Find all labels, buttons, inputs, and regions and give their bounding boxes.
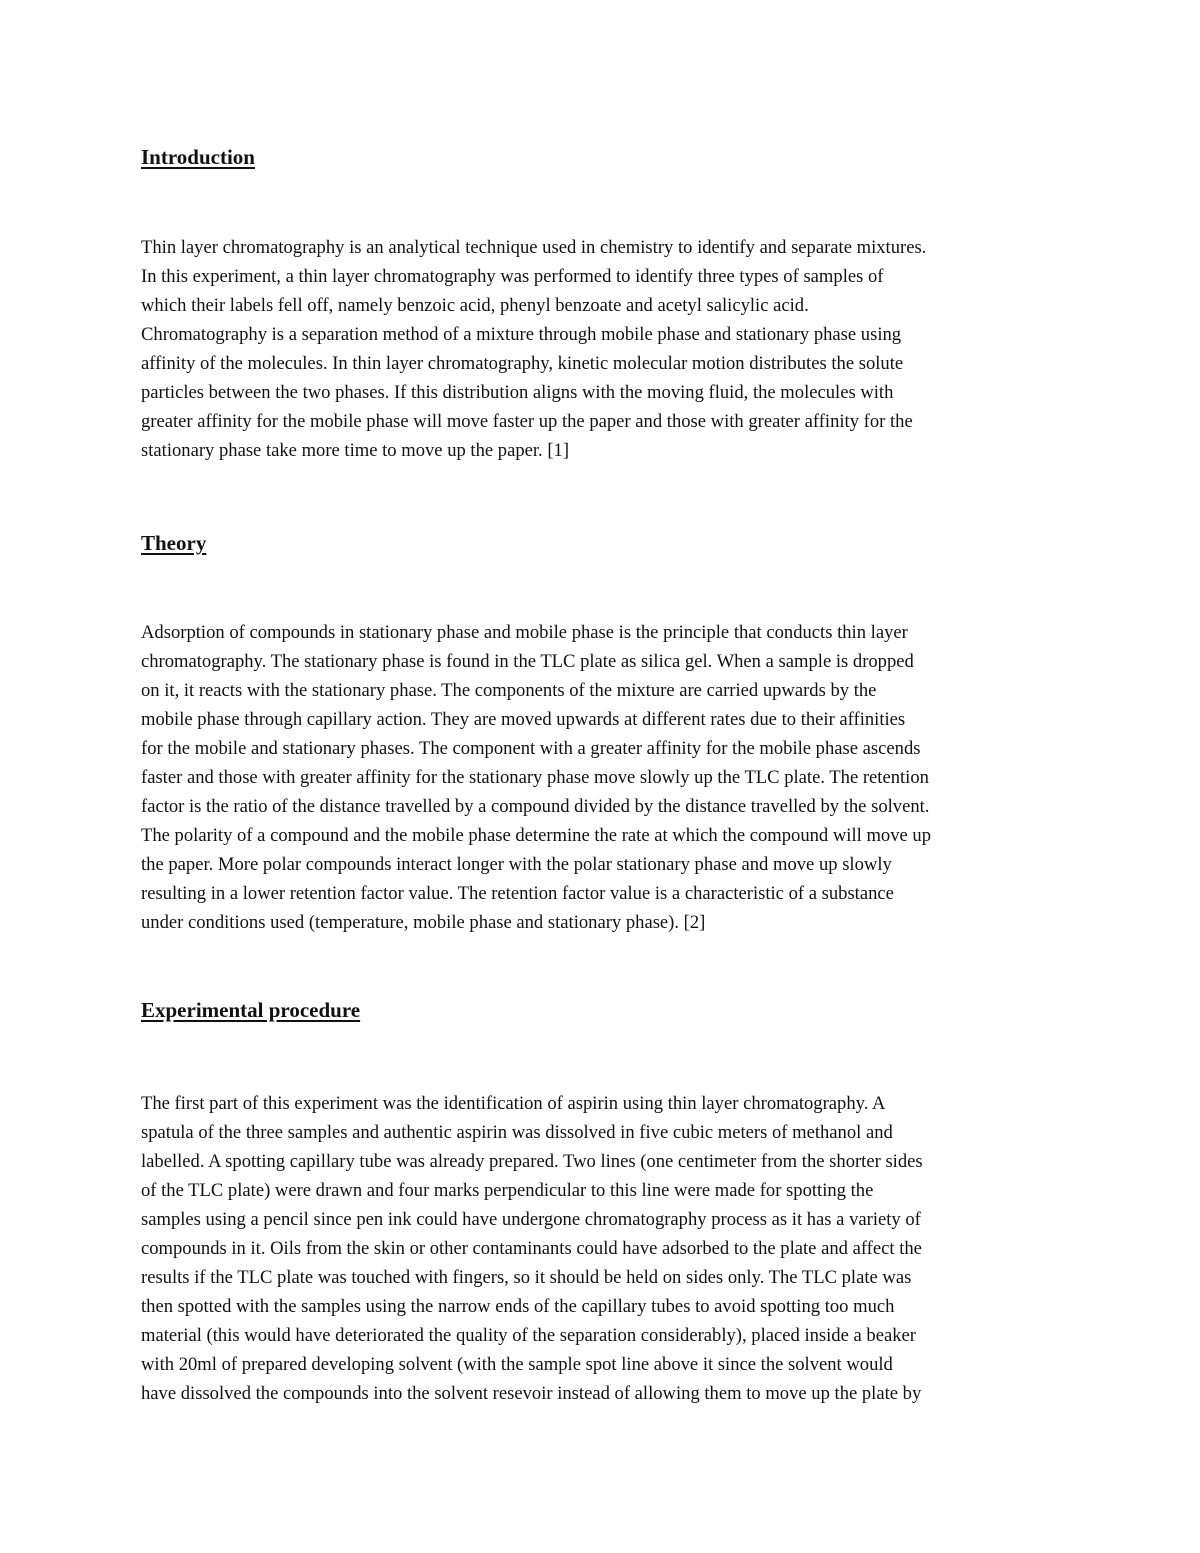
text-line: have dissolved the compounds into the solvent resevoir instead of allowing them to move up the plate by bbox=[141, 1383, 922, 1404]
text-line: samples using a pencil since pen ink could have undergone chromatography process as it has a variety of bbox=[141, 1209, 921, 1230]
text-line: Thin layer chromatography is an analytical technique used in chemistry to identify and separate mixtures. bbox=[141, 237, 927, 258]
text-line: the paper. More polar compounds interact longer with the polar stationary phase and move up slowly bbox=[141, 854, 892, 875]
text-line: greater affinity for the mobile phase will move faster up the paper and those with greater affinity for the bbox=[141, 411, 913, 432]
text-line: results if the TLC plate was touched with fingers, so it should be held on sides only. The TLC plate was bbox=[141, 1267, 912, 1288]
text-line: affinity of the molecules. In thin layer chromatography, kinetic molecular motion distributes the solute bbox=[141, 353, 904, 374]
text-line: under conditions used (temperature, mobile phase and stationary phase). [2] bbox=[141, 912, 706, 933]
introduction-heading: Introduction bbox=[141, 145, 255, 169]
theory-paragraph bbox=[141, 618, 1066, 937]
text-line: of the TLC plate) were drawn and four marks perpendicular to this line were made for spotting the bbox=[141, 1180, 874, 1201]
text-line: particles between the two phases. If this distribution aligns with the moving fluid, the molecules with bbox=[141, 382, 894, 403]
text-line: spatula of the three samples and authentic aspirin was dissolved in five cubic meters of methanol and bbox=[141, 1122, 893, 1143]
text-line: chromatography. The stationary phase is found in the TLC plate as silica gel. When a sample is dropped bbox=[141, 651, 914, 672]
text-line: labelled. A spotting capillary tube was already prepared. Two lines (one centimeter from the shorter sides bbox=[141, 1151, 923, 1172]
text-line: In this experiment, a thin layer chromatography was performed to identify three types of samples of bbox=[141, 266, 884, 287]
text-line: factor is the ratio of the distance travelled by a compound divided by the distance travelled by the solvent. bbox=[141, 796, 930, 817]
procedure-heading: Experimental procedure bbox=[141, 998, 361, 1022]
text-line: with 20ml of prepared developing solvent (with the sample spot line above it since the solvent would bbox=[141, 1354, 893, 1375]
theory-heading: Theory bbox=[141, 531, 207, 555]
text-line: resulting in a lower retention factor value. The retention factor value is a characteristic of a substance bbox=[141, 883, 894, 904]
text-line: compounds in it. Oils from the skin or other contaminants could have adsorbed to the plate and affect the bbox=[141, 1238, 922, 1259]
text-line: mobile phase through capillary action. They are moved upwards at different rates due to their affinities bbox=[141, 709, 906, 730]
text-line: Adsorption of compounds in stationary phase and mobile phase is the principle that conducts thin layer bbox=[141, 622, 908, 643]
text-line: on it, it reacts with the stationary phase. The components of the mixture are carried upwards by the bbox=[141, 680, 877, 701]
procedure-paragraph bbox=[141, 1089, 1066, 1408]
text-line: which their labels fell off, namely benzoic acid, phenyl benzoate and acetyl salicylic acid. bbox=[141, 295, 809, 316]
text-line: The first part of this experiment was the identification of aspirin using thin layer chromatography. A bbox=[141, 1093, 886, 1114]
text-line: material (this would have deteriorated the quality of the separation considerably), placed inside a beaker bbox=[141, 1325, 916, 1346]
text-line: The polarity of a compound and the mobile phase determine the rate at which the compound will move up bbox=[141, 825, 932, 846]
text-line: for the mobile and stationary phases. The component with a greater affinity for the mobile phase ascends bbox=[141, 738, 921, 759]
text-line: then spotted with the samples using the narrow ends of the capillary tubes to avoid spotting too much bbox=[141, 1296, 895, 1317]
text-line: faster and those with greater affinity for the stationary phase move slowly up the TLC plate. The retention bbox=[141, 767, 929, 788]
text-line: stationary phase take more time to move up the paper. [1] bbox=[141, 440, 570, 461]
text-line: Chromatography is a separation method of a mixture through mobile phase and stationary phase using bbox=[141, 324, 902, 345]
introduction-paragraph bbox=[141, 233, 1066, 465]
